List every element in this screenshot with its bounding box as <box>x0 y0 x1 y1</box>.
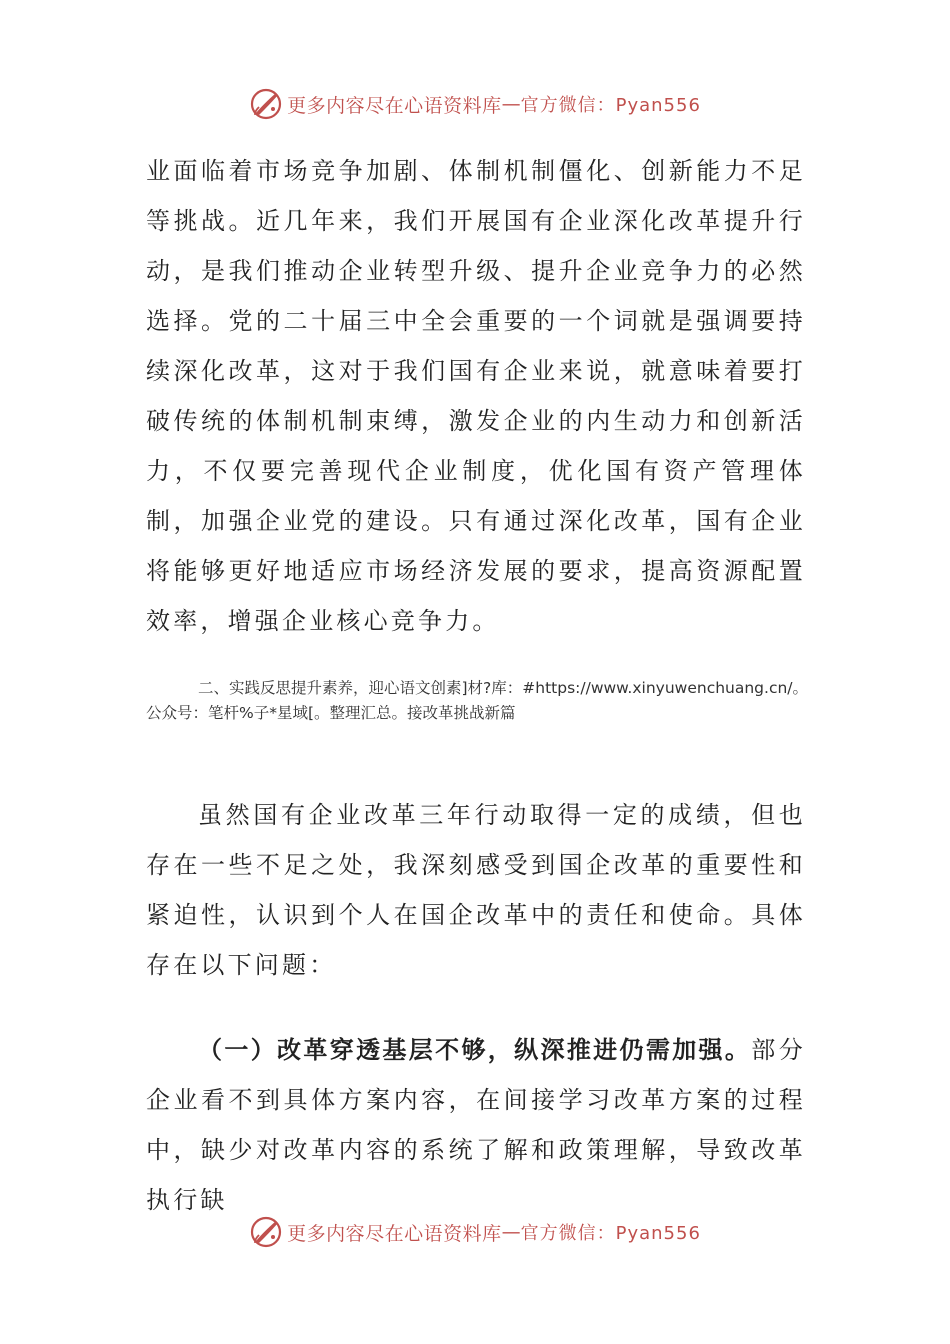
body-paragraph-3 <box>146 1025 806 1225</box>
banner-dash: — <box>501 93 521 115</box>
paragraph-text <box>146 1025 806 1225</box>
paragraph-text: 业面临着市场竞争加剧、体制机制僵化、创新能力不足等挑战。近几年来，我们开展国有企业深化改革提升行动，是我们推动企业转型升级、提升企业竞争力的必然选择。党的二十届三中全会重要的一个词就是强调要持续深化改革，这对于我们国有企业来说，就意味着要打破传统的体制机制束缚，激发企业的内生动力和创新活力，不仅要完善现代企业制度，优化国有资产管理体制，加强企业党的建设。只有通过深化改革，国有企业将能够更好地适应市场经济发展的要求，提高资源配置效率，增强企业核心竞争力。 <box>146 157 806 635</box>
banner-contact: 官方微信：Pyan556 <box>520 1223 701 1244</box>
section-heading-text: 二、实践反思提升素养，迎心语文创素]材?库：#https://www.xinyuwenchuang.cn/。公众号：笔杆%子*星域[。整理汇总。接改革挑战新篇 <box>146 679 809 722</box>
section-heading <box>146 676 811 726</box>
banner-dash: — <box>501 1221 521 1243</box>
pen-nib-logo-icon <box>249 1215 283 1249</box>
subsection-text: 部分企业看不到具体方案内容，在间接学习改革方案的过程中，缺少对改革内容的系统了解和政策理解，导致改革执行缺 <box>146 1036 806 1214</box>
body-paragraph-1 <box>146 146 806 646</box>
banner-contact: 官方微信：Pyan556 <box>520 95 701 116</box>
banner-title: 更多内容尽在心语资料库 <box>287 94 502 117</box>
banner-title: 更多内容尽在心语资料库 <box>287 1222 502 1245</box>
pen-nib-logo-icon <box>249 87 283 121</box>
body-paragraph-2 <box>146 790 806 990</box>
subsection-title: （一）改革穿透基层不够，纵深推进仍需加强。 <box>198 1035 752 1064</box>
paragraph-text: 虽然国有企业改革三年行动取得一定的成绩，但也存在一些不足之处，我深刻感受到国企改革的重要性和紧迫性，认识到个人在国企改革中的责任和使命。具体存在以下问题： <box>146 801 806 979</box>
header-banner <box>0 82 950 126</box>
footer-banner <box>0 1210 950 1254</box>
